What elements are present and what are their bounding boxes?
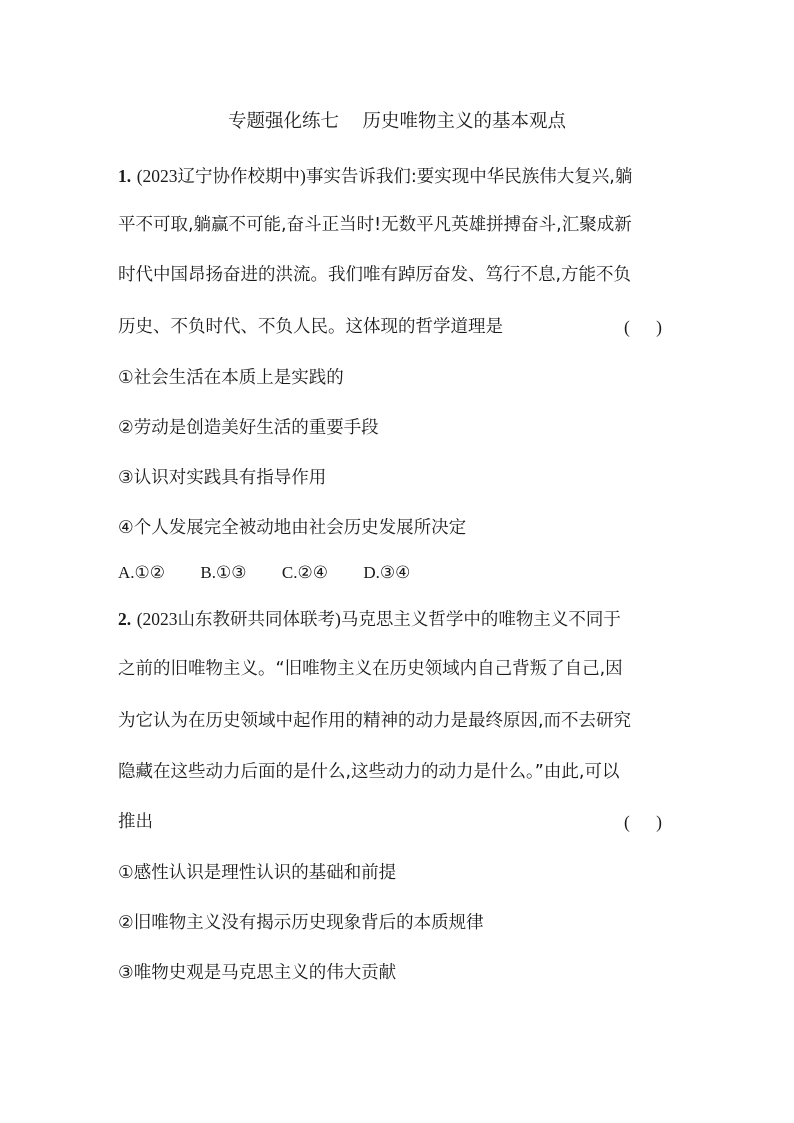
- q2-stem-text-1: 马克思主义哲学中的唯物主义不同于: [340, 610, 621, 630]
- page-title: 专题强化练七 历史唯物主义的基本观点: [227, 111, 567, 132]
- q2-stem-line-4: 隐藏在这些动力后面的是什么,这些动力的动力是什么。”由此,可以: [118, 762, 620, 782]
- q2-source: (2023山东教研共同体联考): [136, 609, 341, 629]
- q1-answer-blank[interactable]: ( ): [624, 317, 662, 337]
- q2-stem-line-1: [118, 606, 678, 633]
- q2-option-3: ③唯物史观是马克思主义的伟大贡献: [118, 963, 397, 983]
- q1-choice-a[interactable]: A.①②: [118, 563, 166, 583]
- q2-option-2: ②旧唯物主义没有揭示历史现象背后的本质规律: [118, 913, 484, 933]
- q2-option-1: ①感性认识是理性认识的基础和前提: [118, 863, 397, 883]
- q2-answer-blank[interactable]: ( ): [624, 812, 662, 832]
- q1-number: 1.: [118, 166, 132, 186]
- q1-stem-line-3: 时代中国昂扬奋进的洪流。我们唯有踔厉奋发、笃行不息,方能不负: [118, 265, 632, 285]
- q1-stem-line-4: 历史、不负时代、不负人民。这体现的哲学道理是: [118, 317, 503, 337]
- q1-stem-text-1: 事实告诉我们:要实现中华民族伟大复兴,躺: [305, 167, 633, 187]
- q1-stem-line-2: 平不可取,躺赢不可能,奋斗正当时!无数平凡英雄拼搏奋斗,汇聚成新: [118, 215, 632, 235]
- q1-option-1: ①社会生活在本质上是实践的: [118, 368, 344, 388]
- q2-stem-line-5: 推出: [118, 812, 153, 832]
- q1-source: (2023辽宁协作校期中): [136, 166, 306, 186]
- q1-choice-d[interactable]: D.③④: [363, 563, 411, 583]
- q2-stem-line-3: 为它认为在历史领域中起作用的精神的动力是最终原因,而不去研究: [118, 711, 632, 731]
- q2-stem-line-2: 之前的旧唯物主义。“旧唯物主义在历史领域内自己背叛了自己,因: [118, 659, 623, 679]
- q1-stem-line-1: [118, 163, 678, 190]
- q1-choices: [118, 560, 440, 586]
- q2-number: 2.: [118, 609, 132, 629]
- q1-choice-c[interactable]: C.②④: [281, 563, 328, 583]
- q1-option-2: ②劳动是创造美好生活的重要手段: [118, 418, 379, 438]
- q1-option-4: ④个人发展完全被动地由社会历史发展所决定: [118, 518, 467, 538]
- q1-option-3: ③认识对实践具有指导作用: [118, 468, 327, 488]
- q1-choice-b[interactable]: B.①③: [200, 563, 247, 583]
